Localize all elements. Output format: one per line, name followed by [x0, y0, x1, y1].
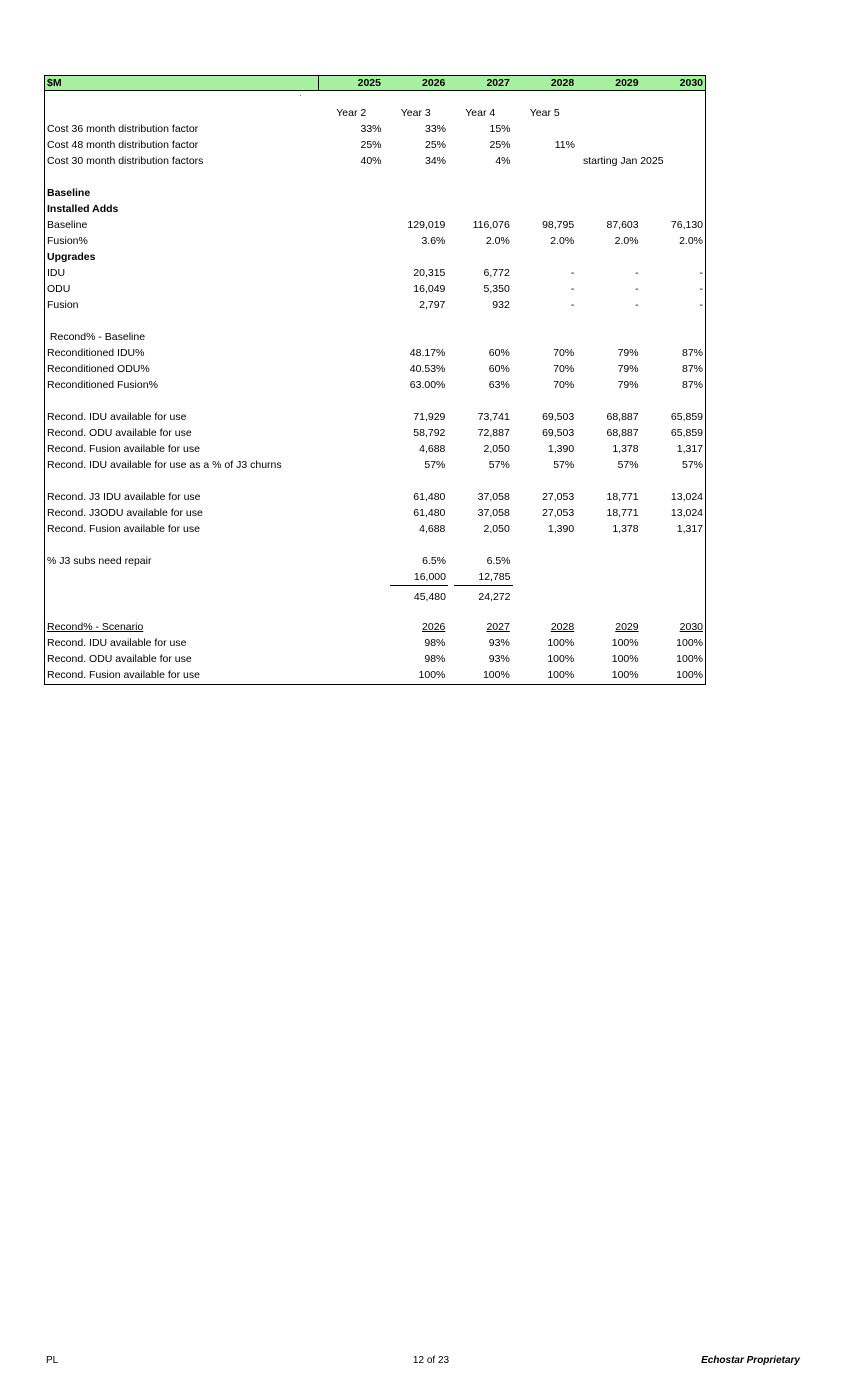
cell: 2.0%	[679, 235, 704, 247]
cell: 100%	[676, 653, 704, 665]
cell: 116,076	[472, 219, 510, 231]
distribution-row	[45, 121, 705, 137]
row-label: Reconditioned Fusion%	[47, 379, 158, 391]
cell: 79%	[617, 363, 639, 375]
cell	[319, 297, 383, 313]
cell: 33%	[424, 123, 446, 135]
cell	[319, 265, 383, 281]
row-label: Recond. IDU available for use as a % of J3 churns	[47, 459, 282, 471]
cell: 40%	[360, 155, 382, 167]
cell: 57%	[424, 459, 446, 471]
cell: 24,272	[454, 585, 513, 607]
footer-proprietary: Echostar Proprietary	[701, 1355, 800, 1366]
cell: 25%	[424, 139, 446, 151]
cell: 16,049	[413, 283, 446, 295]
installed-adds-row	[45, 217, 705, 233]
cell: 100%	[418, 669, 446, 681]
cell: 63.00%	[409, 379, 446, 391]
cell: -	[635, 299, 639, 311]
year-label: Year 2	[336, 107, 367, 119]
section-title-recond-baseline: Recond% - Baseline	[47, 331, 146, 343]
cell: 60%	[488, 347, 510, 359]
cell: 76,130	[670, 219, 704, 231]
cell: 93%	[488, 637, 510, 649]
cell: 100%	[547, 637, 575, 649]
cell: 5,350	[483, 283, 510, 295]
cell: 6.5%	[422, 555, 446, 567]
cell: 4,688	[419, 443, 446, 455]
cell: 6,772	[483, 267, 510, 279]
upgrades-row	[45, 265, 705, 281]
row-label: Fusion%	[47, 235, 88, 247]
cell: 71,929	[413, 411, 446, 423]
cell: 61,480	[413, 491, 446, 503]
scenario-year: 2026	[422, 621, 446, 633]
cell: 2.0%	[614, 235, 639, 247]
cell: -	[570, 299, 575, 311]
cell: 2.0%	[485, 235, 510, 247]
row-label: Recond. J3ODU available for use	[47, 507, 203, 519]
cell	[319, 521, 383, 537]
cell: 15%	[489, 123, 511, 135]
row-label: Cost 36 month distribution factor	[47, 123, 199, 135]
recond-available-row	[45, 409, 705, 425]
cell	[319, 217, 383, 233]
row-label: Reconditioned IDU%	[47, 347, 145, 359]
cell	[513, 153, 578, 169]
cell: 2,050	[483, 523, 510, 535]
cell: 4,688	[419, 523, 446, 535]
cell: 100%	[611, 637, 639, 649]
recond-available-row	[45, 425, 705, 441]
cell: 57%	[553, 459, 575, 471]
j3-available-row	[45, 489, 705, 505]
cell: 1,390	[547, 443, 575, 455]
cell: 98%	[424, 653, 446, 665]
upgrades-row	[45, 281, 705, 297]
cell: 2,050	[483, 443, 510, 455]
header-year-2029: 2029	[615, 77, 639, 89]
row-label: Recond. J3 IDU available for use	[47, 491, 201, 503]
cell: 87%	[682, 347, 704, 359]
row-label: Recond. IDU available for use	[47, 411, 187, 423]
section-title-installed-adds: Installed Adds	[47, 203, 119, 215]
scenario-header-row	[45, 619, 705, 635]
cell: 13,024	[670, 507, 704, 519]
cell: 60%	[488, 363, 510, 375]
cell: 1,378	[612, 443, 639, 455]
cell: -	[635, 267, 639, 279]
scenario-year: 2030	[679, 621, 704, 633]
header-label: $M	[45, 76, 319, 90]
cell: 63%	[488, 379, 510, 391]
cell: 72,887	[477, 427, 510, 439]
year-label: Year 4	[465, 107, 496, 119]
recond-baseline-block	[45, 345, 705, 393]
scenario-year: 2027	[486, 621, 510, 633]
cell: -	[635, 283, 639, 295]
cell: 69,503	[542, 427, 575, 439]
cell: 93%	[488, 653, 510, 665]
cell: 37,058	[477, 491, 510, 503]
cell: 100%	[611, 653, 639, 665]
row-label: Fusion	[47, 299, 79, 311]
upgrades-row	[45, 297, 705, 313]
cell: 18,771	[606, 507, 639, 519]
recond-available-row	[45, 441, 705, 457]
cell: -	[570, 267, 575, 279]
installed-adds-block	[45, 217, 705, 249]
header-row	[45, 75, 705, 91]
cell: 34%	[424, 155, 446, 167]
cell: 100%	[482, 669, 510, 681]
cell: 98%	[424, 637, 446, 649]
cell	[319, 489, 383, 505]
cell	[319, 281, 383, 297]
cell: 70%	[553, 363, 575, 375]
cell	[319, 457, 383, 473]
cell: 98,795	[542, 219, 575, 231]
cell: -	[699, 267, 704, 279]
scenario-title: Recond% - Scenario	[47, 621, 144, 633]
j3-available-row	[45, 505, 705, 521]
cell: 27,053	[542, 507, 575, 519]
footer-left: PL	[46, 1355, 59, 1366]
cell: 25%	[360, 139, 382, 151]
row-label: Cost 30 month distribution factors	[47, 155, 204, 167]
scenario-block	[45, 635, 705, 683]
cell: 33%	[360, 123, 382, 135]
cell: 58,792	[413, 427, 446, 439]
cell: -	[699, 299, 704, 311]
cell: 87%	[682, 379, 704, 391]
cell: 87,603	[606, 219, 639, 231]
cell: 16,000	[413, 571, 446, 583]
cell: 57%	[617, 459, 639, 471]
year-label: Year 5	[529, 107, 560, 119]
recond-baseline-row	[45, 361, 705, 377]
cell: 100%	[547, 669, 575, 681]
cell: 70%	[553, 347, 575, 359]
section-title-baseline: Baseline	[47, 187, 91, 199]
cell: 65,859	[670, 411, 704, 423]
row-label: Cost 48 month distribution factor	[47, 139, 199, 151]
cell: 45,480	[390, 585, 449, 607]
cell: -	[570, 283, 575, 295]
cell: 87%	[682, 363, 704, 375]
recond-available-row	[45, 457, 705, 473]
distribution-note: starting Jan 2025	[583, 155, 664, 167]
cell: 2,797	[419, 299, 446, 311]
cell: 61,480	[413, 507, 446, 519]
installed-adds-row	[45, 233, 705, 249]
cell	[319, 361, 383, 377]
cell: 100%	[676, 637, 704, 649]
cell: 12,785	[478, 571, 511, 583]
cell	[319, 425, 383, 441]
stray-dot	[300, 95, 301, 96]
cell: 68,887	[606, 427, 639, 439]
cell: 4%	[495, 155, 511, 167]
cell: 100%	[547, 653, 575, 665]
cell: 1,317	[676, 443, 704, 455]
spreadsheet	[44, 75, 706, 685]
cell: 70%	[553, 379, 575, 391]
cell: 932	[492, 299, 510, 311]
row-label: Reconditioned ODU%	[47, 363, 150, 375]
header-year-2025: 2025	[357, 77, 381, 89]
footer-page-number: 12 of 23	[412, 1355, 450, 1366]
row-label: Baseline	[47, 219, 88, 231]
row-label: Recond. ODU available for use	[47, 653, 192, 665]
j3-available-row	[45, 521, 705, 537]
cell: 27,053	[542, 491, 575, 503]
cell: 1,317	[676, 523, 704, 535]
cell: 79%	[617, 379, 639, 391]
cell: -	[699, 283, 704, 295]
repair-total-row	[45, 585, 705, 607]
page-footer	[46, 1355, 800, 1369]
cell: 2.0%	[550, 235, 575, 247]
header-year-2028: 2028	[550, 77, 575, 89]
row-label: Recond. Fusion available for use	[47, 669, 200, 681]
cell: 129,019	[407, 219, 446, 231]
recond-baseline-row	[45, 377, 705, 393]
cell	[513, 121, 578, 137]
cell: 68,887	[606, 411, 639, 423]
cell: 1,378	[612, 523, 639, 535]
header-year-2027: 2027	[486, 77, 510, 89]
row-label: Recond. ODU available for use	[47, 427, 192, 439]
cell: 79%	[617, 347, 639, 359]
scenario-row	[45, 635, 705, 651]
cell: 48.17%	[409, 347, 446, 359]
year-label-row	[45, 105, 705, 121]
cell: 65,859	[670, 427, 704, 439]
repair-row	[45, 553, 705, 569]
row-label: ODU	[47, 283, 71, 295]
scenario-row	[45, 651, 705, 667]
cell: 6.5%	[486, 555, 511, 567]
cell	[319, 505, 383, 521]
recond-available-block	[45, 409, 705, 473]
header-year-2026: 2026	[422, 77, 446, 89]
cell	[319, 233, 383, 249]
cell: 37,058	[477, 507, 510, 519]
cell: 100%	[611, 669, 639, 681]
cell	[319, 409, 383, 425]
cell: 20,315	[413, 267, 446, 279]
cell: 11%	[554, 139, 575, 151]
scenario-year: 2028	[550, 621, 575, 633]
section-title-upgrades: Upgrades	[47, 251, 96, 263]
year-label: Year 3	[400, 107, 431, 119]
cell: 3.6%	[421, 235, 446, 247]
cell: 73,741	[477, 411, 510, 423]
scenario-row	[45, 667, 705, 683]
distribution-row	[45, 153, 705, 169]
row-label: IDU	[47, 267, 66, 279]
scenario-year: 2029	[615, 621, 639, 633]
cell: 69,503	[542, 411, 575, 423]
row-label: Recond. Fusion available for use	[47, 523, 200, 535]
cell: 25%	[489, 139, 511, 151]
cell: 13,024	[670, 491, 704, 503]
upgrades-block	[45, 265, 705, 313]
cell: 40.53%	[409, 363, 446, 375]
cell: 100%	[676, 669, 704, 681]
j3-available-block	[45, 489, 705, 537]
recond-baseline-row	[45, 345, 705, 361]
row-label: Recond. Fusion available for use	[47, 443, 200, 455]
header-year-2030: 2030	[679, 77, 704, 89]
row-label: Recond. IDU available for use	[47, 637, 187, 649]
repair-count-row	[45, 569, 705, 585]
cell: 1,390	[547, 523, 575, 535]
cell	[319, 377, 383, 393]
cell	[319, 441, 383, 457]
cell: 57%	[488, 459, 510, 471]
cell	[319, 345, 383, 361]
cell: 57%	[682, 459, 704, 471]
cell: 18,771	[606, 491, 639, 503]
row-label: % J3 subs need repair	[47, 555, 152, 567]
distribution-row	[45, 137, 705, 153]
